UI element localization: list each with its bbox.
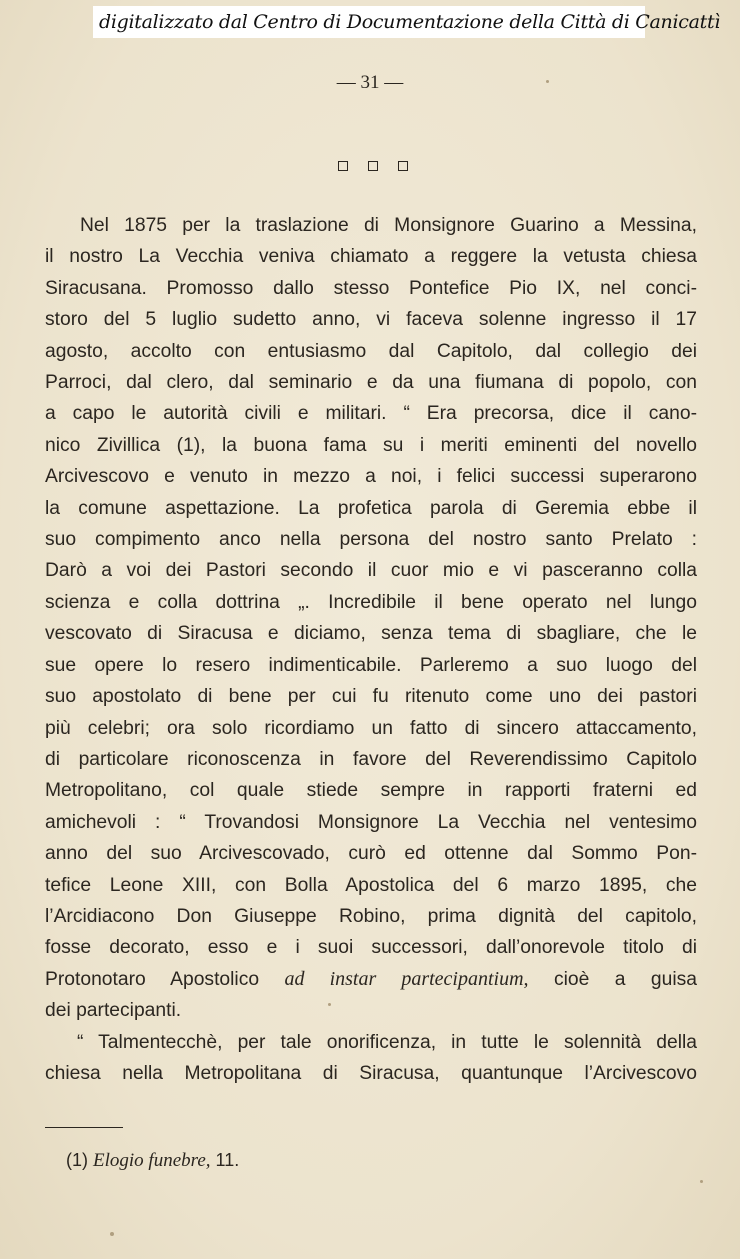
text-line: nico Zivillica (1), la buona fama su i meriti eminenti del novello (45, 434, 697, 456)
text-line: dei partecipanti. (45, 1000, 182, 1022)
text-line: sue opere lo resero indimenticabile. Parleremo a suo luogo del (45, 654, 697, 676)
text-line: anno del suo Arcivescovado, curò ed ottenne dal Sommo Pon- (45, 843, 697, 865)
text-line: amichevoli : “ Trovandosi Monsignore La Vecchia nel ventesimo (45, 811, 697, 833)
footnote-title: Elogio funebre, (93, 1150, 211, 1171)
text-line: Metropolitano, col quale stiede sempre in rapporti fraterni ed (45, 780, 697, 802)
ornament-square (398, 161, 408, 171)
footnote-page: 11. (215, 1150, 240, 1170)
text-line: il nostro La Vecchia veniva chiamato a reggere la vetusta chiesa (45, 246, 697, 268)
section-ornament (338, 161, 408, 175)
paper-speck (546, 80, 549, 83)
text-line: agosto, accolto con entusiasmo dal Capitolo, dal collegio dei (45, 340, 697, 362)
footnote-marker: (1) (66, 1150, 88, 1170)
ornament-square (338, 161, 348, 171)
text-line: scienza e colla dottrina „. Incredibile il bene operato nel lungo (45, 591, 697, 613)
paper-speck (700, 1180, 703, 1183)
text-line: l’Arcidiacono Don Giuseppe Robino, prima dignità del capitolo, (45, 905, 697, 927)
text-fragment: cioè a guisa (553, 968, 698, 990)
text-fragment: Protonotaro Apostolico (45, 968, 260, 990)
text-line-mixed (45, 964, 697, 995)
text-line: più celebri; ora solo ricordiamo un fatto di sincero attaccamento, (45, 717, 697, 739)
latin-phrase: ad instar partecipantium, (284, 967, 529, 990)
text-line: di particolare riconoscenza in favore del Reverendissimo Capitolo (45, 748, 697, 770)
text-line: Nel 1875 per la traslazione di Monsignore Guarino a Messina, (80, 215, 697, 236)
text-line: la comune aspettazione. La profetica parola di Geremia ebbe il (45, 497, 697, 519)
text-line: Siracusana. Promosso dallo stesso Pontefice Pio IX, nel conci- (45, 277, 697, 299)
text-line: suo apostolato di bene per cui fu ritenuto come uno dei pastori (45, 686, 697, 708)
digitization-watermark: digitalizzato dal Centro di Documentazione della Città di Canicattì (93, 6, 645, 38)
text-line: “ Talmentecchè, per tale onorificenza, in tutte le solennità della (77, 1031, 697, 1053)
text-line: Arcivescovo e venuto in mezzo a noi, i felici successi superarono (45, 466, 697, 488)
body-text (45, 210, 697, 1089)
text-line: Parroci, dal clero, dal seminario e da una fiumana di popolo, con (45, 372, 697, 394)
text-line: suo compimento anco nella persona del nostro santo Prelato : (45, 529, 697, 551)
footnote (66, 1150, 239, 1172)
text-line: chiesa nella Metropolitana di Siracusa, quantunque l’Arcivescovo (45, 1062, 697, 1084)
text-line: Darò a voi dei Pastori secondo il cuor mio e vi pasceranno colla (45, 560, 697, 582)
footnote-rule (45, 1127, 123, 1128)
text-line: a capo le autorità civili e militari. “ Era precorsa, dice il cano- (45, 403, 697, 425)
page-number: — 31 — (336, 72, 404, 93)
paper-speck (110, 1232, 114, 1236)
text-line: tefice Leone XIII, con Bolla Apostolica del 6 marzo 1895, che (45, 874, 697, 896)
ornament-square (368, 161, 378, 171)
paper-speck (328, 1003, 331, 1006)
text-line: fosse decorato, esso e i suoi successori, dall’onorevole titolo di (45, 937, 697, 959)
text-line: vescovato di Siracusa e diciamo, senza tema di sbagliare, che le (45, 623, 697, 645)
text-line: storo del 5 luglio sudetto anno, vi faceva solenne ingresso il 17 (45, 309, 697, 331)
